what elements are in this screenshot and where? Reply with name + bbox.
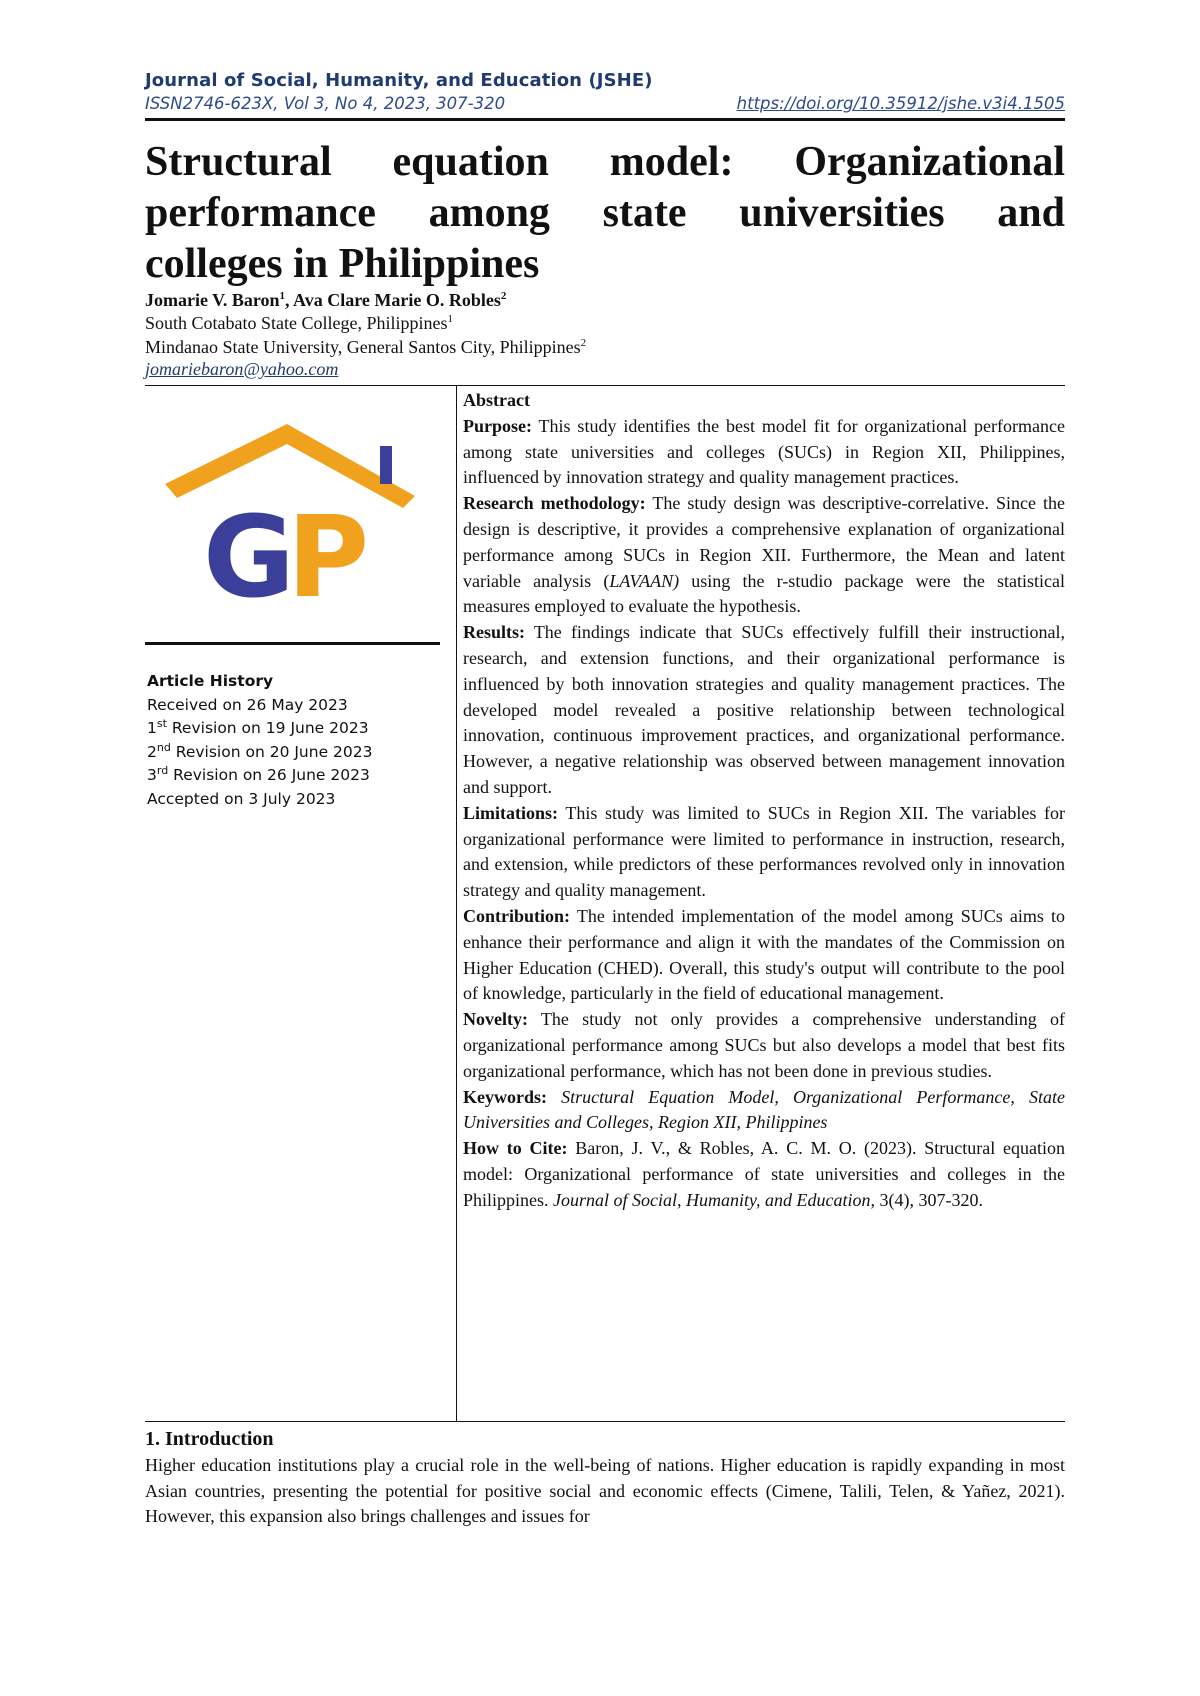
abstract-box	[145, 385, 1065, 1422]
rev-sup: rd	[156, 763, 169, 777]
history-accepted: Accepted on 3 July 2023	[147, 789, 336, 808]
rev-num: 1	[147, 719, 157, 737]
results-label: Results:	[463, 622, 525, 643]
affiliation	[145, 335, 1065, 359]
chimney-icon	[380, 446, 392, 484]
abstract-novelty	[463, 1007, 1065, 1084]
history-revision-3	[147, 764, 373, 788]
affiliation	[145, 311, 1065, 335]
cite-text: Baron, J. V., & Robles, A. C. M. O. (2023). Structural equation model: Organizational performance of state universities and colleges in the Philippines.	[463, 1138, 1065, 1210]
affiliation-text: South Cotabato State College, Philippines	[145, 313, 448, 333]
limitations-text: This study was limited to SUCs in Region XII. The variables for organizational performance were limited to performance in instruction, research, and extension, while predictors of these performances revolved only in innovation strategy and quality management.	[463, 802, 1065, 901]
keywords-text: Structural Equation Model, Organizational Performance, State Universities and Colleges, Region XII, Philippines	[463, 1086, 1065, 1133]
left-divider	[145, 642, 440, 645]
journal-issn-line	[145, 94, 1065, 113]
novelty-label: Novelty:	[463, 1009, 528, 1030]
doi-link[interactable]: https://doi.org/10.35912/jshe.v3i4.1505	[736, 94, 1065, 113]
author-name: Jomarie V. Baron	[145, 290, 280, 310]
abstract-citation	[463, 1136, 1065, 1213]
cite-journal: Journal of Social, Humanity, and Education,	[553, 1189, 875, 1210]
column-divider	[456, 386, 457, 1421]
results-text: The findings indicate that SUCs effectively fulfill their instructional, research, and extension functions, and their organizational performance is influenced by both innovation strategies and quality management practices. The developed model revealed a positive relationship between technological innovation, continuous improvement practices, and organizational performance. However, a negative relationship was observed between management innovation and support.	[463, 622, 1065, 797]
journal-header	[145, 70, 1065, 113]
abstract-results	[463, 620, 1065, 801]
rev-text: Revision on 19 June 2023	[166, 719, 369, 737]
email-row	[145, 359, 1065, 380]
author-name: Ava Clare Marie O. Robles	[293, 290, 501, 310]
author-sup: 2	[500, 290, 507, 302]
header-rule	[145, 118, 1065, 121]
abstract-purpose	[463, 414, 1065, 491]
affiliation-text: Mindanao State University, General Santos City, Philippines	[145, 337, 581, 357]
method-text: The study design was descriptive-correlative. Since the design is descriptive, it provides a comprehensive explanation of organizational performance among SUCs in Region XII. Furthermore, the Mean and latent variable analysis (	[463, 493, 1066, 591]
limitations-label: Limitations:	[463, 802, 559, 823]
intro-paragraph: Higher education institutions play a crucial role in the well-being of nations. Higher education is rapidly expanding in most Asian countries, presenting the potential for positive social and economic effects (Cimene, Talili, Telen, & Yañez, 2021). However, this expansion also brings challenges and issues for	[145, 1455, 1065, 1526]
journal-logo	[165, 424, 435, 614]
logo-letter-p: P	[287, 493, 370, 614]
article-history	[147, 670, 373, 811]
abstract-heading: Abstract	[463, 390, 530, 410]
method-text: using the r-studio package were the statistical measures employed to evaluate the hypothesis.	[463, 570, 1065, 617]
rev-text: Revision on 26 June 2023	[168, 766, 370, 784]
contribution-text: The intended implementation of the model among SUCs aims to enhance their performance and align it with the mandates of the Commission on Higher Education (CHED). Overall, this study's output will contribute to the pool of knowledge, particularly in the field of educational management.	[463, 905, 1065, 1004]
author-list	[145, 290, 1065, 311]
author-sup: 1	[279, 290, 286, 302]
abstract-contribution	[463, 904, 1065, 1007]
contribution-label: Contribution:	[463, 905, 571, 926]
affiliation-sup: 2	[580, 337, 587, 349]
abstract	[463, 388, 1065, 1214]
abstract-method	[463, 491, 1065, 620]
section-heading: 1. Introduction	[145, 1428, 274, 1450]
rev-text: Revision on 20 June 2023	[170, 742, 373, 761]
rev-sup: st	[156, 716, 167, 730]
method-label: Research methodology:	[463, 493, 646, 514]
abstract-keywords	[463, 1085, 1065, 1137]
abstract-limitations	[463, 801, 1065, 904]
title-line-1: Structural equation model: Organizational	[145, 139, 1065, 185]
affiliation-sup: 1	[447, 313, 453, 325]
purpose-label: Purpose:	[463, 415, 532, 436]
left-column	[145, 386, 454, 1421]
title-line-2: performance among state universities and	[145, 190, 1065, 236]
cite-text: 3(4), 307-320.	[875, 1189, 983, 1210]
purpose-text: This study identifies the best model fit for organizational performance among state universities and colleges (SUCs) in Region XII, Philippines, influenced by innovation strategy and quality management practices.	[463, 415, 1065, 488]
logo-letter-g: G	[203, 493, 295, 614]
rev-num: 2	[147, 742, 157, 761]
history-received: Received on 26 May 2023	[147, 695, 348, 714]
keywords-label: Keywords:	[463, 1086, 547, 1107]
cite-label: How to Cite:	[463, 1138, 568, 1159]
history-revision-1	[147, 717, 373, 741]
novelty-text: The study not only provides a comprehensive understanding of organizational performance among SUCs but also develops a model that best fits organizational performance, which has not been done in previous studies.	[463, 1009, 1065, 1081]
method-italic: LAVAAN)	[609, 570, 680, 591]
article-title	[145, 137, 1065, 290]
issn-info: ISSN2746-623X, Vol 3, No 4, 2023, 307-320	[145, 94, 506, 113]
rev-num: 3	[147, 766, 157, 784]
author-separator: ,	[285, 290, 294, 310]
history-revision-2	[147, 741, 373, 765]
title-line-3: colleges in Philippines	[145, 241, 540, 287]
author-email-link[interactable]: jomariebaron@yahoo.com	[145, 359, 339, 379]
rev-sup: nd	[156, 740, 171, 754]
page	[145, 70, 1065, 1530]
history-heading: Article History	[147, 672, 274, 690]
journal-title: Journal of Social, Humanity, and Education (JSHE)	[145, 70, 653, 91]
